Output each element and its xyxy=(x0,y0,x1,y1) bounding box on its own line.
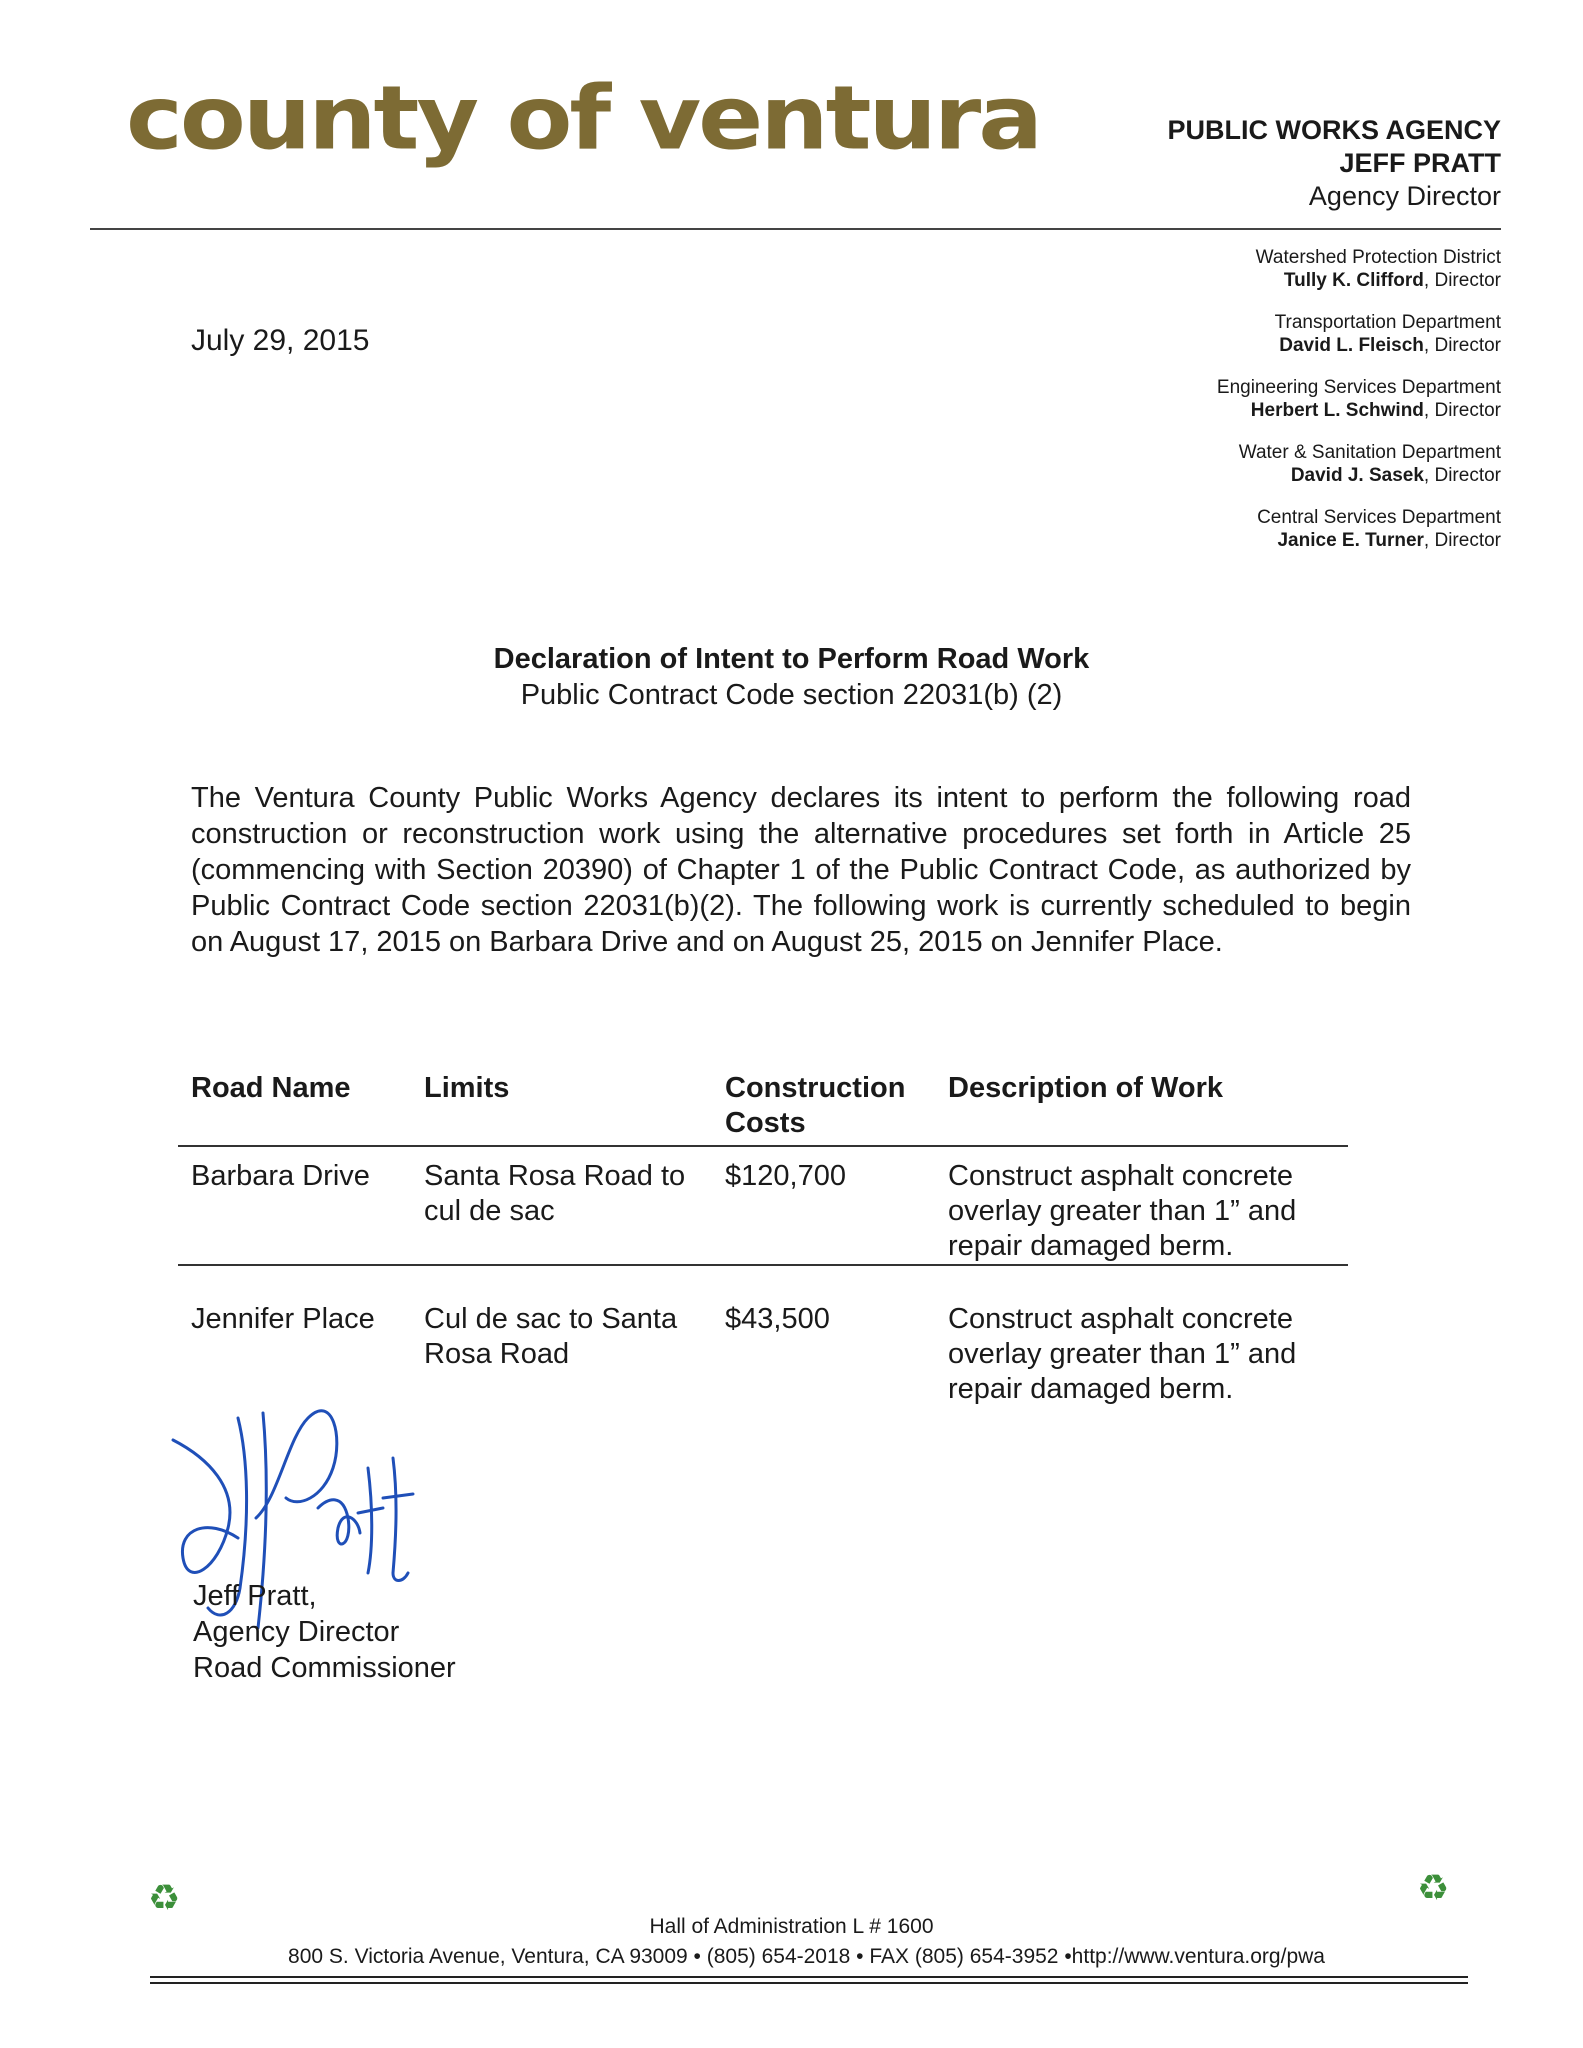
department-entry xyxy=(1217,506,1501,552)
director-name: Tully K. Clifford xyxy=(1283,270,1424,291)
signature-block xyxy=(193,1578,456,1686)
agency-name: PUBLIC WORKS AGENCY xyxy=(1167,115,1501,145)
signer-role: Road Commissioner xyxy=(193,1652,456,1684)
cell-cost: $43,500 xyxy=(725,1303,830,1335)
department-entry xyxy=(1217,246,1501,292)
director-name: Herbert L. Schwind xyxy=(1250,400,1424,421)
cell-limits: Santa Rosa Road to cul de sac xyxy=(411,1146,712,1265)
declaration-heading xyxy=(0,641,1583,713)
county-logo: county of ventura xyxy=(126,66,1040,170)
header-limits: Limits xyxy=(411,1065,712,1146)
road-work-table xyxy=(178,1065,1348,1407)
header-divider xyxy=(90,228,1501,230)
department-director xyxy=(1217,269,1501,292)
director-title: , Director xyxy=(1423,530,1501,551)
cell-description: Construct asphalt concrete overlay greater than 1” and repair damaged berm. xyxy=(948,1303,1297,1405)
recycle-icon: ♻ xyxy=(1417,1867,1450,1908)
agency-head-title: Agency Director xyxy=(1308,181,1501,211)
footer-address-line1: Hall of Administration L # 1600 xyxy=(649,1915,934,1938)
cell-description: Construct asphalt concrete overlay greater than 1” and repair damaged berm. xyxy=(935,1146,1348,1265)
department-name: Water & Sanitation Department xyxy=(1238,442,1501,463)
department-entry xyxy=(1217,376,1501,422)
agency-block xyxy=(1167,114,1501,213)
table-row xyxy=(178,1146,1348,1265)
department-name: Engineering Services Department xyxy=(1216,377,1501,398)
department-entry xyxy=(1217,441,1501,487)
declaration-title: Declaration of Intent to Perform Road Work xyxy=(493,643,1090,675)
signer-title: Agency Director xyxy=(193,1616,400,1648)
agency-head: JEFF PRATT xyxy=(1339,148,1501,178)
letter-date: July 29, 2015 xyxy=(191,324,370,357)
header-description: Description of Work xyxy=(935,1065,1348,1146)
signer-name: Jeff Pratt, xyxy=(193,1580,317,1612)
director-title: , Director xyxy=(1423,400,1501,421)
cell-road-name: Jennifer Place xyxy=(191,1303,375,1335)
department-name: Transportation Department xyxy=(1274,312,1501,333)
cell-cost: $120,700 xyxy=(712,1146,935,1265)
department-director xyxy=(1217,529,1501,552)
recycle-icon: ♻ xyxy=(148,1877,181,1918)
declaration-body: The Ventura County Public Works Agency declares its intent to perform the following road construction or reconstruction work using the alternative procedures set forth in Article 25 (commencing with Section 20390) of Chapter 1 of the Public Contract Code, as authorized by Public Contract Code section 22031(b)(2). The following work is currently scheduled to begin on August 17, 2015 on Barbara Drive and on August 25, 2015 on Jennifer Place. xyxy=(191,782,1411,958)
department-director xyxy=(1217,399,1501,422)
footer-divider xyxy=(150,1976,1468,1984)
department-entry xyxy=(1217,311,1501,357)
header-road-name: Road Name xyxy=(178,1065,411,1146)
department-director xyxy=(1217,464,1501,487)
director-title: , Director xyxy=(1423,465,1501,486)
cell-limits: Cul de sac to Santa Rosa Road xyxy=(424,1303,678,1370)
department-name: Central Services Department xyxy=(1257,507,1501,528)
declaration-subtitle: Public Contract Code section 22031(b) (2) xyxy=(520,679,1063,711)
cell-road-name: Barbara Drive xyxy=(178,1146,411,1265)
footer-address-line2: 800 S. Victoria Avenue, Ventura, CA 93009 • (805) 654-2018 • FAX (805) 654-3952 •http://www.ventura.org/pwa xyxy=(288,1945,1325,1968)
director-title: , Director xyxy=(1423,270,1501,291)
table-header-row xyxy=(178,1065,1348,1146)
footer xyxy=(0,1912,1583,1972)
director-name: David J. Sasek xyxy=(1290,465,1424,486)
director-name: Janice E. Turner xyxy=(1277,530,1424,551)
table-row xyxy=(178,1265,1348,1407)
department-list xyxy=(1217,246,1501,571)
director-name: David L. Fleisch xyxy=(1279,335,1424,356)
department-name: Watershed Protection District xyxy=(1255,247,1501,268)
director-title: , Director xyxy=(1423,335,1501,356)
header-construction-costs: Construction Costs xyxy=(712,1065,935,1146)
department-director xyxy=(1217,334,1501,357)
